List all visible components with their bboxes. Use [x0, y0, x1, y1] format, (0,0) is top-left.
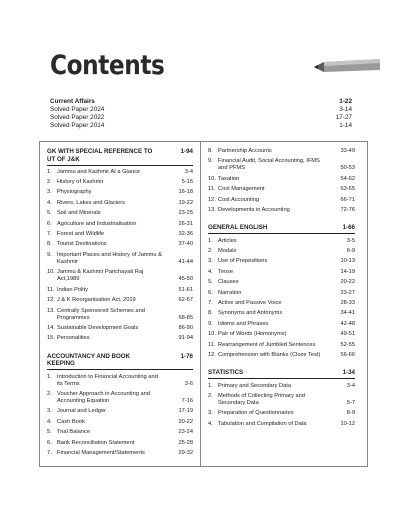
- toc-entry[interactable]: [208, 186, 355, 193]
- toc-entry-pages: 33-49: [340, 148, 355, 154]
- top-entries: [50, 98, 352, 130]
- toc-entry-pages: 51-61: [178, 286, 193, 293]
- toc-entry-pages: 3-5: [346, 237, 355, 244]
- toc-entry[interactable]: [208, 248, 355, 255]
- toc-entry[interactable]: [47, 335, 193, 342]
- toc-entry-label: [47, 408, 106, 415]
- toc-entry-number: 13.: [47, 307, 55, 314]
- toc-entry-number: 7.: [208, 299, 213, 306]
- toc-entry-title: Journal and Ledger: [57, 408, 107, 415]
- toc-entry[interactable]: [208, 321, 355, 328]
- section-title: ACCOUNTANCY AND BOOK KEEPING: [47, 352, 131, 368]
- toc-entry-number: 7.: [47, 450, 52, 457]
- toc-entry-label: [208, 290, 241, 297]
- top-entry[interactable]: [50, 98, 352, 106]
- toc-entry-label: [47, 450, 145, 457]
- toc-entry-pages: 68-85: [178, 314, 193, 321]
- toc-entry-pages: 5-15: [181, 179, 193, 186]
- toc-entry[interactable]: [208, 279, 355, 286]
- toc-entry-pages: 50-53: [340, 165, 355, 172]
- top-entry-pages: 1-14: [339, 122, 352, 130]
- toc-entry[interactable]: [208, 393, 355, 407]
- page-title: Contents: [50, 50, 165, 81]
- toc-entry[interactable]: [208, 310, 355, 317]
- toc-entry-label: [47, 440, 134, 447]
- toc-entry-pages: 23-24: [178, 429, 193, 436]
- toc-entry-number: 3.: [208, 410, 213, 417]
- toc-entry-pages: 6-9: [346, 248, 355, 255]
- section-pages: 1-66: [342, 224, 355, 232]
- toc-entry-title: Rivers, Lakes and Glaciers: [57, 199, 125, 206]
- toc-entry[interactable]: [47, 169, 193, 176]
- toc-entry-title: Financial Management/Statements: [57, 450, 145, 457]
- column-divider: [200, 141, 201, 467]
- toc-entry[interactable]: [47, 189, 193, 196]
- toc-entry-label: [47, 189, 91, 196]
- toc-entry-number: 10.: [208, 331, 216, 338]
- toc-entry[interactable]: [47, 252, 193, 266]
- toc-entry-pages: 42-48: [340, 320, 355, 327]
- top-entry[interactable]: [50, 122, 352, 130]
- toc-entry-title: Jammu & Kashmir Panchayati Raj Act,1989: [57, 269, 144, 283]
- toc-entry-label: [208, 248, 236, 255]
- toc-entry-pages: 41-44: [178, 258, 193, 265]
- toc-entry-title: Articles: [218, 237, 237, 244]
- toc-entry-label: [47, 169, 140, 176]
- toc-entry-title: Tense: [218, 268, 234, 275]
- toc-entry-label: [47, 200, 125, 207]
- toc-entry-number: 12.: [208, 196, 216, 203]
- section-title: GK WITH SPECIAL REFERENCE TO UT OF J&K: [47, 148, 153, 163]
- toc-entry[interactable]: [47, 419, 193, 426]
- toc-entry-number: 8.: [47, 241, 52, 248]
- section-pages: 1-94: [180, 148, 193, 155]
- toc-entry[interactable]: [208, 258, 355, 265]
- toc-entry-number: 12.: [208, 351, 216, 358]
- toc-entry-pages: 52-55: [340, 341, 355, 348]
- toc-entry[interactable]: [208, 342, 355, 349]
- toc-entry-pages: 16-18: [178, 189, 193, 196]
- toc-entry[interactable]: [208, 176, 355, 183]
- toc-entry-title: Rearrangement of Jumbled Sentences: [218, 341, 316, 348]
- toc-entry[interactable]: [47, 440, 193, 447]
- section-gap: [208, 362, 355, 369]
- toc-entry-pages: 20-22: [340, 279, 355, 286]
- toc-entry-title: Important Places and History of Jammu & Kashmir: [57, 251, 162, 265]
- toc-entry-label: [47, 269, 165, 283]
- toc-entry-number: 11.: [208, 341, 216, 348]
- toc-entry-pages: 66-71: [340, 196, 355, 203]
- toc-entry[interactable]: [208, 421, 355, 428]
- toc-entry-number: 4.: [47, 199, 52, 206]
- toc-entry-title: Use of Prepositions: [218, 258, 268, 265]
- toc-entry-pages: 49-51: [340, 331, 355, 338]
- toc-entry-label: [47, 374, 165, 388]
- toc-entry-pages: 72-76: [340, 207, 355, 214]
- toc-entry-number: 9.: [47, 251, 52, 258]
- toc-entry-title: J & K Reorganisation Act, 2019: [57, 297, 136, 304]
- toc-entry-number: 9.: [208, 158, 213, 165]
- toc-entry-label: [47, 287, 88, 294]
- toc-entry-title: Partnership Accounts: [218, 148, 272, 154]
- toc-entry-number: 12.: [47, 297, 55, 304]
- toc-entry-pages: 3-6: [184, 380, 193, 387]
- toc-entry-pages: 62-67: [178, 297, 193, 304]
- top-entry-pages: 1-22: [339, 98, 352, 105]
- toc-entry-pages: 91-94: [178, 335, 193, 342]
- toc-entry-label: [47, 308, 165, 322]
- toc-entry-title: History of Kashmir: [57, 179, 104, 186]
- section-heading[interactable]: [208, 369, 355, 379]
- toc-entry-number: 4.: [47, 418, 52, 425]
- toc-entry-pages: 23-25: [178, 210, 193, 217]
- toc-entry-label: [208, 197, 259, 204]
- toc-entry-title: Comprehension with Blanks (Cloze Test): [218, 351, 321, 358]
- top-entry-label: Solved Paper 2014: [50, 122, 105, 130]
- toc-entry[interactable]: [208, 383, 355, 390]
- toc-entry-label: [208, 258, 267, 265]
- toc-entry-label: [208, 352, 320, 359]
- toc-entry-number: 1.: [47, 373, 52, 380]
- toc-entry-title: Centrally Sponsored Schemes and Programmes: [57, 307, 145, 321]
- toc-entry-label: [47, 221, 136, 228]
- toc-entry-number: 15.: [47, 335, 55, 342]
- toc-entry-label: [208, 383, 291, 390]
- toc-entry-label: [208, 421, 307, 428]
- toc-entry-pages: 34-41: [340, 310, 355, 317]
- toc-entry[interactable]: [47, 231, 193, 238]
- toc-entry-number: 13.: [208, 207, 216, 214]
- toc-entry-pages: 25-28: [178, 439, 193, 446]
- toc-entry-title: Sustainable Development Goals: [57, 325, 139, 332]
- toc-entry-number: 3.: [47, 189, 52, 196]
- top-entry[interactable]: [50, 106, 352, 114]
- toc-entry-title: Physiography: [57, 189, 92, 196]
- toc-entry[interactable]: [47, 325, 193, 332]
- toc-entry-pages: 5-7: [346, 399, 355, 406]
- toc-entry-title: Indian Polity: [57, 286, 88, 293]
- toc-entry-label: [47, 391, 165, 405]
- toc-entry-pages: 3-4: [346, 382, 355, 389]
- toc-entry-title: Cost Accounting: [218, 196, 260, 203]
- toc-entry-label: [208, 331, 286, 338]
- section-pages: 1-76: [180, 352, 193, 360]
- toc-entry-label: [47, 335, 90, 342]
- toc-entry-number: 1.: [47, 168, 52, 175]
- toc-entry-number: 6.: [47, 220, 52, 227]
- toc-entry-pages: 23-27: [340, 289, 355, 296]
- toc-entry-pages: 26-31: [178, 220, 193, 227]
- toc-entry-title: Voucher Approach in Accounting and Accounting Equation: [57, 391, 150, 405]
- toc-entry-title: Personalities: [57, 335, 90, 342]
- toc-entry[interactable]: [208, 207, 355, 214]
- toc-entry[interactable]: [47, 221, 193, 228]
- section-gap: [47, 346, 193, 353]
- section-heading[interactable]: [47, 148, 193, 166]
- toc-entry-title: Soil and Minerals: [57, 210, 101, 217]
- toc-entry-title: Pair of Words (Homonyms): [218, 331, 287, 338]
- toc-entry-label: [47, 231, 104, 238]
- toc-entry[interactable]: [208, 148, 355, 155]
- toc-entry-pages: 8-9: [346, 410, 355, 417]
- toc-entry[interactable]: [47, 297, 193, 304]
- toc-entry-number: 11.: [208, 186, 216, 193]
- toc-entry-number: 2.: [47, 391, 52, 397]
- toc-entry[interactable]: [47, 450, 193, 457]
- toc-entry-label: [47, 210, 101, 217]
- toc-entry[interactable]: [47, 408, 193, 415]
- toc-entry-pages: 17-19: [178, 408, 193, 415]
- toc-entry-number: 1.: [208, 237, 213, 244]
- toc-entry-title: Introduction to Financial Accounting and its Terms: [57, 373, 158, 387]
- toc-entry-number: 5.: [47, 429, 52, 436]
- top-entry[interactable]: [50, 114, 352, 122]
- toc-entry-label: [47, 241, 107, 248]
- toc-entry-number: 6.: [208, 289, 213, 296]
- toc-entry-label: [208, 148, 272, 155]
- toc-entry-title: Tourist Destinations: [57, 241, 107, 248]
- toc-entry-number: 2.: [208, 248, 213, 255]
- left-column: [47, 148, 193, 460]
- toc-entry[interactable]: [47, 391, 193, 405]
- toc-entry-pages: 10-12: [340, 420, 355, 427]
- toc-entry[interactable]: [47, 269, 193, 283]
- toc-entry-title: Trial Balance: [57, 429, 90, 436]
- top-entry-pages: 3-14: [339, 106, 352, 114]
- toc-entry-number: 5.: [47, 210, 52, 217]
- section-heading[interactable]: [47, 353, 193, 371]
- section-heading[interactable]: [208, 224, 355, 234]
- toc-entry-number: 14.: [47, 325, 55, 332]
- toc-entry-label: [208, 176, 239, 183]
- top-entry-label: Solved Paper 2024: [50, 106, 105, 114]
- pencil-icon: [312, 58, 382, 84]
- toc-entry-pages: 7-16: [181, 398, 193, 405]
- toc-entry-title: Bank Reconciliation Statement: [57, 439, 135, 446]
- toc-entry-pages: 28-33: [340, 299, 355, 306]
- toc-entry-title: Synonyms and Antonyms: [218, 310, 283, 317]
- toc-entry-label: [208, 238, 237, 245]
- toc-entry-number: 11.: [47, 286, 55, 293]
- toc-entry-label: [47, 419, 85, 426]
- toc-entry-number: 4.: [208, 268, 213, 275]
- toc-entry-pages: 29-32: [178, 450, 193, 457]
- toc-entry-title: Taxation: [218, 175, 240, 182]
- toc-entry-number: 5.: [208, 279, 213, 286]
- toc-entry-number: 3.: [47, 408, 52, 415]
- toc-entry-label: [47, 429, 90, 436]
- toc-entry-pages: 54-62: [340, 175, 355, 182]
- toc-entry-label: [208, 410, 294, 417]
- section-title: GENERAL ENGLISH: [208, 224, 268, 232]
- toc-entry-number: 10.: [47, 269, 55, 276]
- right-column: [208, 148, 355, 431]
- toc-entry-label: [208, 310, 282, 317]
- toc-entry[interactable]: [208, 269, 355, 276]
- toc-entry-title: Modals: [218, 248, 237, 255]
- toc-entry-pages: 14-19: [340, 268, 355, 275]
- toc-entry-title: Narration: [218, 289, 242, 296]
- toc-entry-number: 10.: [208, 175, 216, 182]
- toc-entry-number: 1.: [208, 382, 213, 389]
- top-entry-pages: 17-27: [335, 114, 352, 122]
- toc-entry-label: [208, 300, 282, 307]
- toc-entry[interactable]: [47, 200, 193, 207]
- toc-entry-title: Jammu and Kashmir At a Glance: [57, 168, 141, 175]
- toc-entry-label: [208, 393, 326, 407]
- toc-entry-number: 4.: [208, 420, 213, 427]
- toc-entry[interactable]: [47, 308, 193, 322]
- toc-entry-label: [47, 179, 103, 186]
- toc-entry-title: Cost Management: [218, 186, 265, 193]
- toc-entry-pages: 3-4: [184, 168, 193, 175]
- toc-entry[interactable]: [208, 352, 355, 359]
- toc-entry-label: [208, 186, 264, 193]
- toc-entry[interactable]: [208, 331, 355, 338]
- toc-entry-label: [208, 158, 326, 172]
- toc-entry[interactable]: [47, 179, 193, 186]
- toc-entry[interactable]: [208, 238, 355, 245]
- toc-entry-title: Developments in Accounting: [218, 207, 290, 214]
- toc-entry[interactable]: [47, 210, 193, 217]
- toc-entry-pages: 86-90: [178, 325, 193, 332]
- toc-entry-pages: 63-65: [340, 186, 355, 193]
- toc-entry-number: 6.: [47, 439, 52, 446]
- toc-entry-label: [208, 269, 233, 276]
- toc-entry[interactable]: [47, 429, 193, 436]
- toc-entry-title: Methods of Collecting Primary and Secondary Data: [218, 392, 305, 406]
- top-entry-label: Solved Paper 2022: [50, 114, 105, 122]
- toc-entry-title: Active and Passive Voice: [218, 299, 282, 306]
- toc-entry-title: Clauses: [218, 279, 239, 286]
- toc-entry[interactable]: [208, 290, 355, 297]
- toc-entry-label: [47, 297, 136, 304]
- toc-entry-title: Preparation of Questionnaires: [218, 410, 294, 417]
- toc-entry[interactable]: [47, 287, 193, 294]
- toc-entry-pages: 20-22: [178, 418, 193, 425]
- toc-entry-title: Agriculture and Industrialisation: [57, 220, 137, 227]
- toc-entry-title: Tabulation and Compilation of Data: [218, 420, 307, 427]
- toc-entry-pages: 19-22: [178, 199, 193, 206]
- toc-entry-title: Forest and Wildlife: [57, 231, 105, 238]
- toc-entry[interactable]: [208, 300, 355, 307]
- toc-entry-pages: 10-13: [340, 258, 355, 265]
- toc-entry-number: 8.: [208, 148, 213, 154]
- toc-entry[interactable]: [208, 197, 355, 204]
- section-pages: 1-34: [342, 369, 355, 377]
- toc-entry-pages: 45-50: [178, 276, 193, 283]
- toc-entry-number: 3.: [208, 258, 213, 265]
- section-title: STATISTICS: [208, 369, 244, 377]
- toc-entry-number: 2.: [208, 392, 213, 399]
- toc-entry-pages: 37-40: [178, 241, 193, 248]
- toc-entry-label: [208, 279, 239, 286]
- toc-entry[interactable]: [47, 374, 193, 388]
- toc-entry-pages: 56-66: [340, 351, 355, 358]
- toc-entry-label: [47, 325, 138, 332]
- toc-entry-label: [208, 321, 268, 328]
- section-gap: [208, 217, 355, 224]
- toc-entry-number: 8.: [208, 310, 213, 317]
- toc-entry-number: 2.: [47, 179, 52, 186]
- toc-entry[interactable]: [208, 410, 355, 417]
- toc-entry-title: Financial Audit, Social Accounting, IFMS and PFMS: [218, 158, 320, 172]
- toc-entry-title: Idioms and Phrases: [218, 320, 269, 327]
- toc-entry-title: Primary and Secondary Data: [218, 382, 292, 389]
- toc-entry[interactable]: [208, 158, 355, 172]
- toc-entry-pages: 32-36: [178, 231, 193, 238]
- toc-entry-number: 9.: [208, 320, 213, 327]
- toc-entry-title: Cash Book: [57, 418, 85, 425]
- toc-entry-label: [208, 342, 315, 349]
- toc-entry-label: [47, 252, 165, 266]
- top-entry-label: Current Affairs: [50, 98, 95, 105]
- toc-entry-label: [208, 207, 290, 214]
- toc-entry-number: 7.: [47, 231, 52, 238]
- toc-entry[interactable]: [47, 241, 193, 248]
